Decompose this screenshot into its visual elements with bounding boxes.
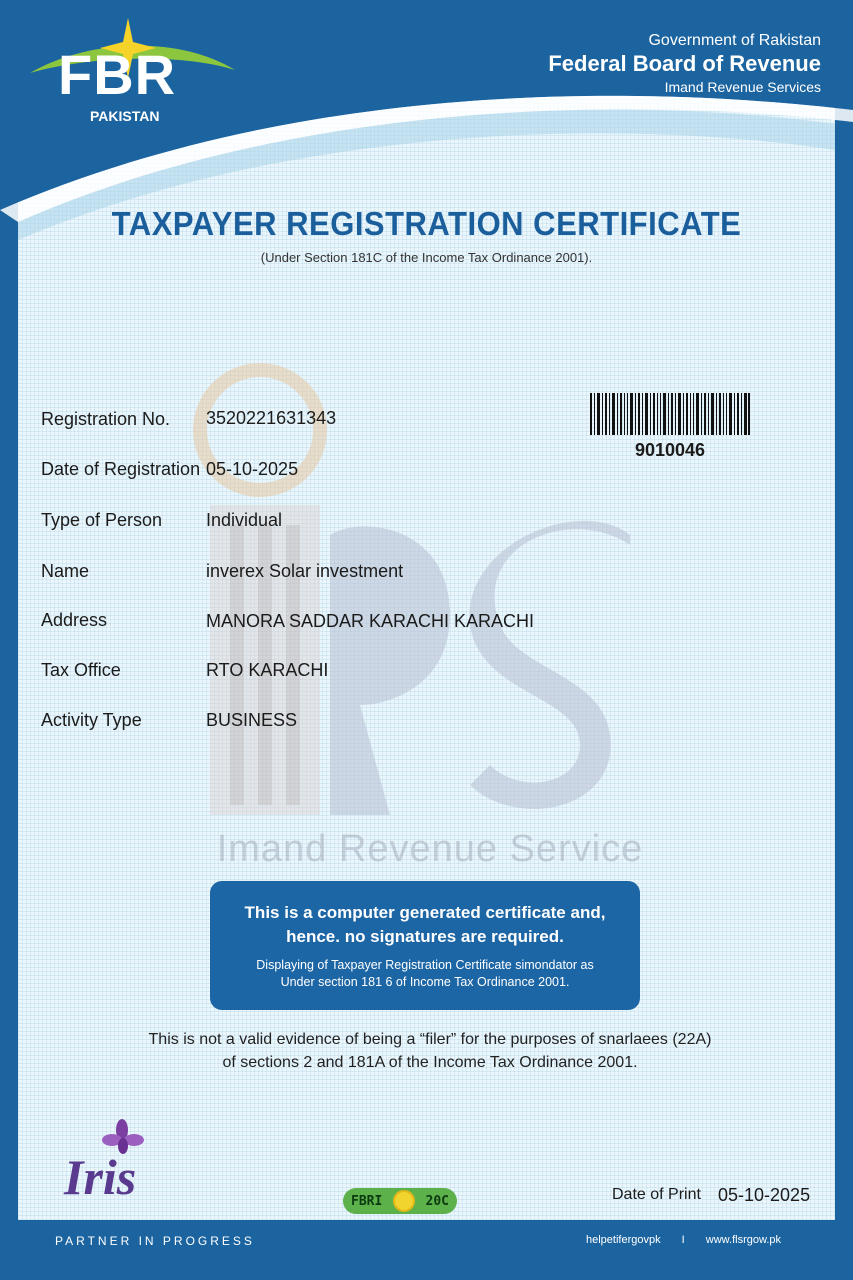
- footer-separator: I: [681, 1234, 685, 1246]
- footer-bar: [0, 1220, 853, 1280]
- fbr-stamp: [343, 1188, 457, 1214]
- print-date-label: Date of Print: [612, 1186, 701, 1203]
- name-label: Name: [41, 561, 90, 581]
- notice-line-1: This is a computer generated certificate and,: [244, 903, 606, 922]
- tax-office-label: Tax Office: [41, 660, 121, 680]
- notice-line-2: hence. no signatures are required.: [286, 927, 564, 946]
- disclaimer: [100, 1028, 760, 1074]
- barcode-number: 9010046: [634, 440, 706, 460]
- notice-line-4: Under section 181 6 of Income Tax Ordinance 2001.: [280, 975, 570, 989]
- seal-icon: [393, 1190, 415, 1212]
- website-link[interactable]: www.flsrgow.pk: [705, 1234, 781, 1246]
- disclaimer-line-2: of sections 2 and 181A of the Income Tax Ordinance 2001.: [222, 1054, 638, 1071]
- registration-date-value: 05-10-2025: [206, 459, 299, 479]
- footer-links: [586, 1234, 781, 1246]
- logo-text: FBR: [58, 43, 177, 106]
- watermark-text: Imand Revenue Service: [216, 828, 644, 870]
- service-name: Imand Revenue Services: [664, 79, 821, 95]
- barcode-icon: [590, 393, 750, 435]
- stamp-left-text: FBRI: [351, 1193, 383, 1209]
- tax-office-value: RTO KARACHI: [206, 660, 329, 680]
- iris-logo-text: Iris: [64, 1149, 137, 1205]
- footer-tagline: PARTNER IN PROGRESS: [55, 1234, 255, 1248]
- certificate-title: TAXPAYER REGISTRATION CERTIFICATE: [111, 204, 742, 243]
- registration-no-label: Registration No.: [41, 409, 171, 429]
- certificate-subtitle: (Under Section 181C of the Income Tax Ordinance 2001).: [260, 250, 593, 265]
- activity-type-label: Activity Type: [41, 710, 142, 730]
- disclaimer-line-1: This is not a valid evidence of being a “filer” for the purposes of snarlaees (22A): [148, 1031, 712, 1048]
- help-link[interactable]: helpetifergovpk: [586, 1234, 661, 1246]
- notice-box: [210, 881, 640, 1010]
- registration-no-value: 3520221631343: [206, 408, 337, 428]
- logo-subtitle: PAKISTAN: [90, 108, 160, 124]
- government-line: Government of Rakistan: [648, 32, 821, 49]
- stamp-right-text: 20C: [425, 1193, 449, 1209]
- board-name: Federal Board of Revenue: [548, 51, 821, 76]
- person-type-value: Individual: [206, 510, 283, 530]
- notice-line-3: Displaying of Taxpayer Registration Certificate simondator as: [256, 958, 594, 972]
- person-type-label: Type of Person: [41, 510, 163, 530]
- print-date-value: 05-10-2025: [718, 1185, 811, 1205]
- issuer-block: [548, 32, 821, 95]
- name-value: inverex Solar investment: [206, 561, 404, 581]
- activity-type-value: BUSINESS: [206, 710, 298, 730]
- address-value: MANORA SADDAR KARACHI KARACHI: [206, 611, 535, 631]
- address-label: Address: [41, 610, 108, 630]
- registration-date-label: Date of Registration: [41, 459, 201, 479]
